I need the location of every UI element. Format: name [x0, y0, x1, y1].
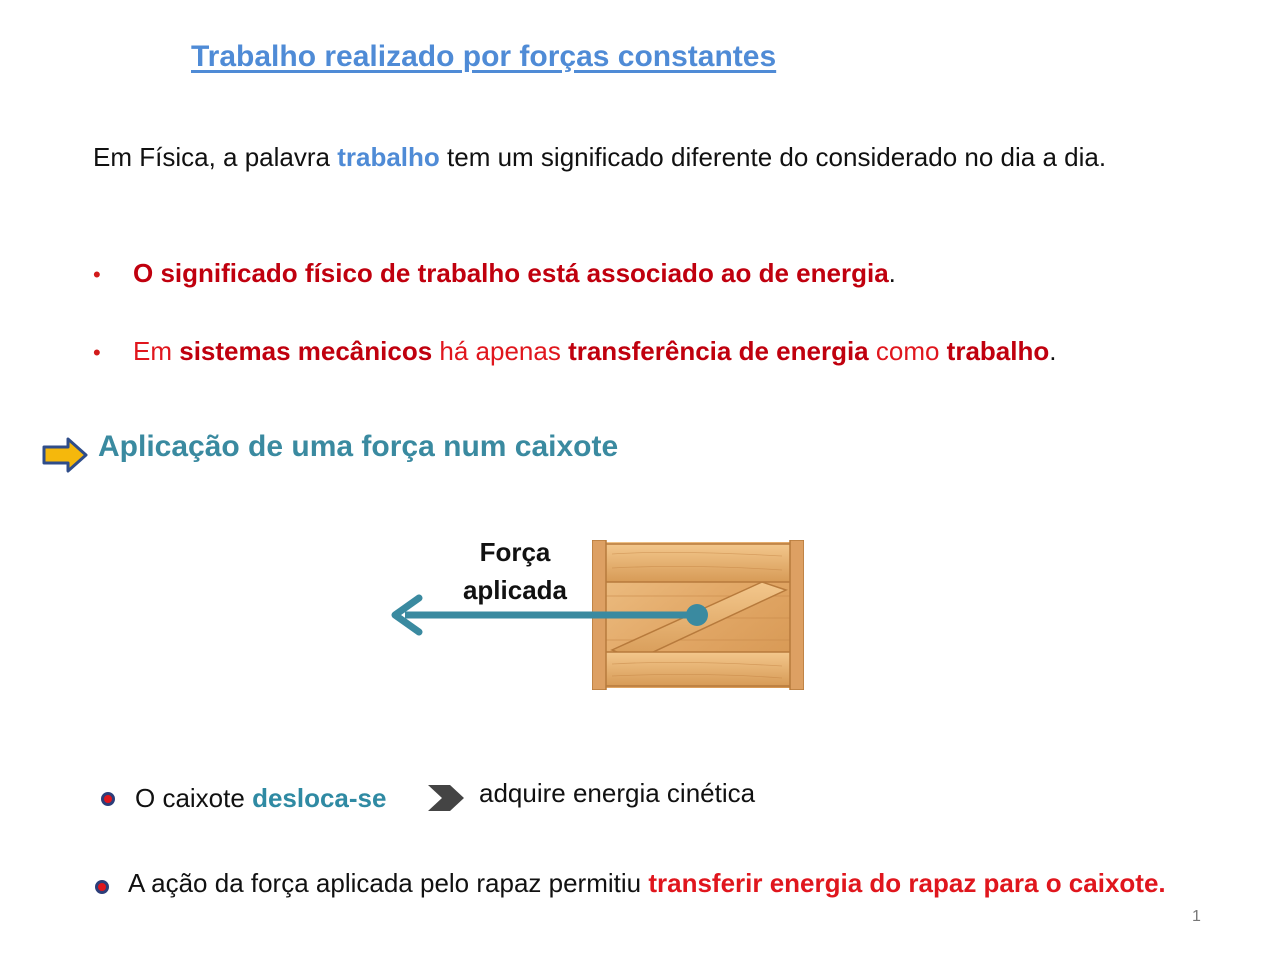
- bullet-2-b3: trabalho: [946, 336, 1050, 366]
- displacement-text: [135, 783, 386, 814]
- force-label-line-1: Força: [479, 537, 551, 567]
- bullet-1-end: .: [888, 258, 896, 288]
- transfer-text-start: A ação da força aplicada pelo rapaz permitiu: [128, 868, 649, 898]
- bullet-dot-icon: •: [93, 262, 101, 287]
- force-label-line-2: aplicada: [462, 575, 568, 605]
- bullet-2-p2: há apenas: [432, 336, 569, 366]
- displacement-highlight: desloca-se: [252, 783, 387, 813]
- bullet-2-b2: transferência de energia: [568, 336, 869, 366]
- page-number: 1: [1192, 908, 1201, 925]
- bullet-1-text: O significado físico de trabalho está associado ao de energia: [133, 258, 889, 288]
- intro-paragraph: [93, 138, 1113, 177]
- bullet-2-end: .: [1049, 336, 1057, 366]
- slide-title: Trabalho realizado por forças constantes: [191, 40, 777, 73]
- bullet-2-b1: sistemas mecânicos: [179, 336, 433, 366]
- transfer-highlight: transferir energia do rapaz para o caixote.: [648, 868, 1166, 898]
- bullet-1: [93, 258, 896, 289]
- bullet-2-p1: Em: [133, 336, 180, 366]
- bullet-2-p3: como: [868, 336, 947, 366]
- displacement-text-start: O caixote: [135, 783, 253, 813]
- transfer-paragraph: [128, 864, 1168, 902]
- kinetic-energy-text: adquire energia cinética: [479, 778, 756, 808]
- intro-highlight: trabalho: [337, 142, 440, 172]
- intro-text-start: Em Física, a palavra: [93, 142, 338, 172]
- intro-text-end: tem um significado diferente do considerado no dia a dia.: [439, 142, 1107, 172]
- bullet-dot-icon: •: [93, 340, 101, 365]
- bullet-dot-icon: [101, 792, 115, 806]
- arrow-right-icon: [42, 437, 88, 478]
- chevron-right-icon: [426, 783, 466, 818]
- section-title: Aplicação de uma força num caixote: [98, 430, 619, 463]
- bullet-dot-icon: [95, 880, 109, 894]
- bullet-2: [93, 336, 1056, 367]
- force-vector-arrow: [385, 590, 715, 645]
